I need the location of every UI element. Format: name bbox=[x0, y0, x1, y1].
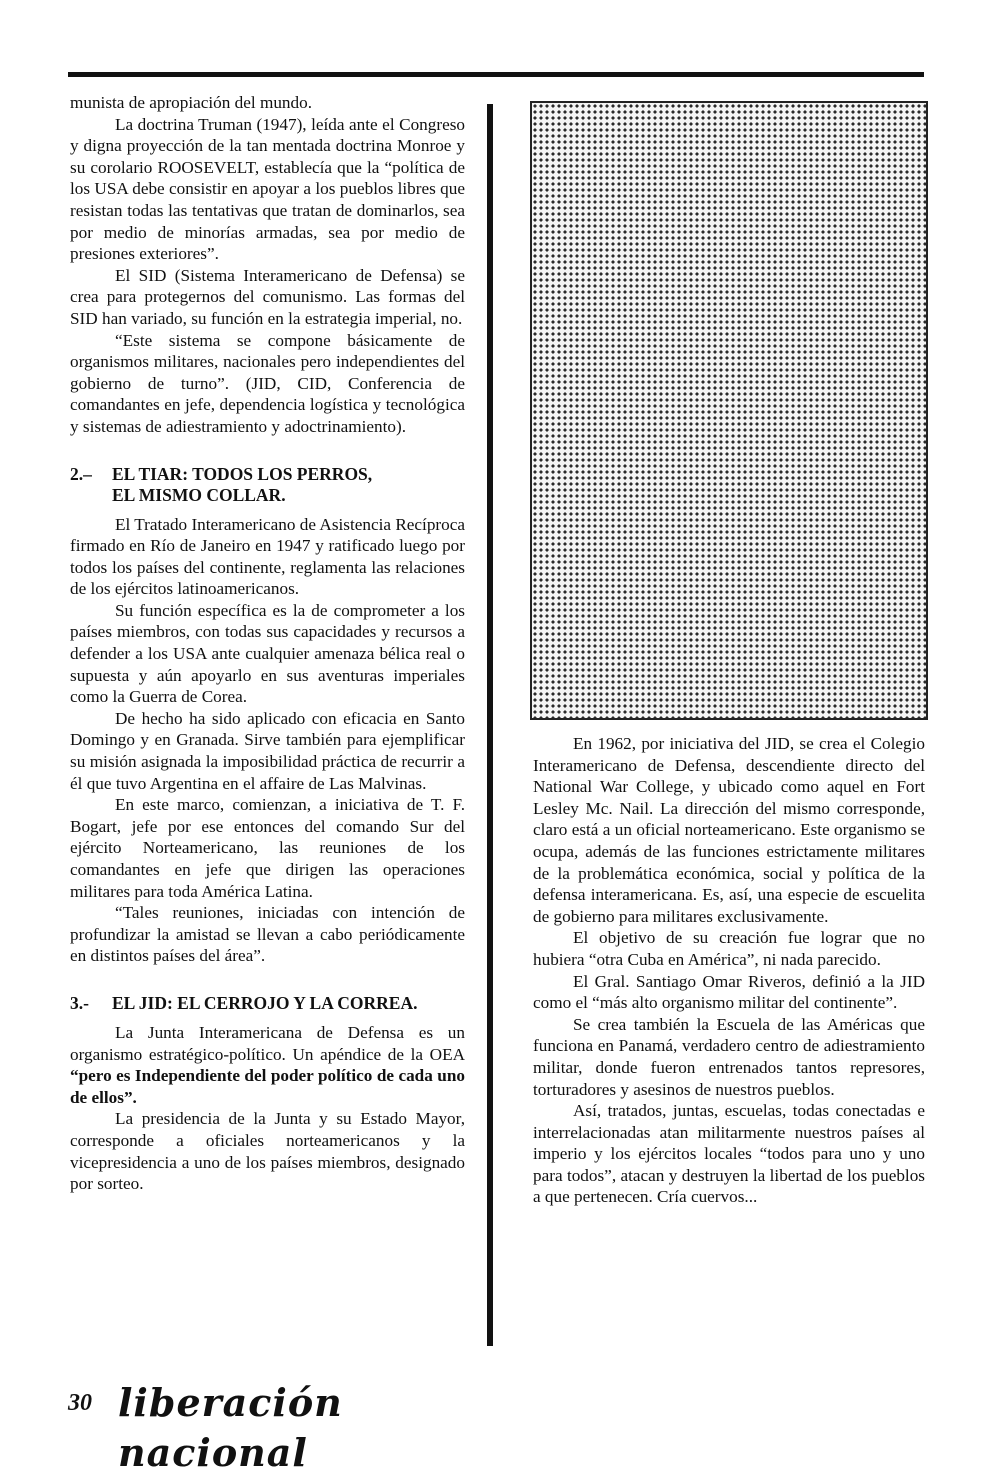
paragraph: Su función específica es la de comprometer a los países miembros, con todas sus capacidades y recursos a defender a los USA ante cualquier amenaza bélica real o supuesta y aún apoyarlo en sus aventuras imperiales como la Guerra de Corea. bbox=[70, 600, 465, 707]
paragraph: En 1962, por iniciativa del JID, se crea el Colegio Interamericano de Defensa, descendiente directo del National War College, y ubicado como aquel en Fort Lesley Mc. Nail. La dirección del mismo corresponde, claro está a un oficial norteamericano. Este organismo se ocupa, además de las funciones estrictamente militares de la problemática económica, social y política de la defensa interamericana. Es, así, una especie de escuelita de gobierno para militares exclusivamente. bbox=[533, 734, 925, 926]
halftone-image bbox=[530, 101, 928, 720]
paragraph: La doctrina Truman (1947), leída ante el Congreso y digna proyección de la tan mentada doctrina Monroe y su corolario ROOSEVELT, establecía que la “política de los USA debe consistir en apoyar a los pueblos libres que resistan todas las tentativas que tratan de dominarlos, sea por medio de minorías armadas, sea por medio de presiones exteriores”. bbox=[70, 114, 465, 264]
paragraph: El Tratado Interamericano de Asistencia Recíproca firmado en Río de Janeiro en 1947 y ratificado luego por todos los países del continente, reglamenta las relaciones de los ejércitos latinoamericanos. bbox=[70, 514, 465, 599]
paragraph: El Gral. Santiago Omar Riveros, definió a la JID como el “más alto organismo militar del continente”. bbox=[533, 971, 925, 1013]
section-title-line: EL TIAR: TODOS LOS PERROS, bbox=[112, 463, 373, 484]
paragraph: El SID (Sistema Interamericano de Defensa) se crea para protegernos del comunismo. Las formas del SID han variado, su función en la estrategia imperial, no. bbox=[70, 265, 465, 328]
section-title-line: EL JID: EL CERROJO Y LA CORREA. bbox=[112, 992, 418, 1013]
top-rule bbox=[68, 72, 924, 77]
magazine-title: liberación nacional bbox=[118, 1380, 343, 1475]
section-number: 2.– bbox=[70, 463, 92, 484]
paragraph: Se crea también la Escuela de las Américas que funciona en Panamá, verdadero centro de adiestramiento militar, donde fueron entrenados tantos represores, torturadores y asesinos de nuestros pueblos. bbox=[533, 1014, 925, 1099]
paragraph: En este marco, comienzan, a iniciativa de T. F. Bogart, jefe por ese entonces del comando Sur del ejército Norteamericano, las reuniones de los comandantes en jefe que dirigen las operaciones militares para toda América Latina. bbox=[70, 795, 465, 901]
section-heading-3 bbox=[70, 993, 465, 1014]
page-number: 30 bbox=[68, 1390, 92, 1416]
paragraph: Así, tratados, juntas, escuelas, todas conectadas e interrelacionadas atan militarmente nuestros países al imperio y los ejércitos locales “todos para uno y uno para todos”, atacan y destruyen la libertad de los pueblos a que pertenecen. Cría cuervos... bbox=[533, 1101, 925, 1207]
page-footer bbox=[68, 1378, 468, 1475]
paragraph: La presidencia de la Junta y su Estado Mayor, corresponde a oficiales norteamericanos y la vicepresidencia a uno de los países miembros, designado por sorteo. bbox=[70, 1109, 465, 1194]
paragraph: “Este sistema se compone básicamente de organismos militares, nacionales pero independientes del gobierno de turno”. (JID, CID, Conferencia de comandantes en jefe, dependencia logística y tecnológica y sistemas de adiestramiento y adoctrinamiento). bbox=[70, 330, 465, 436]
paragraph: El objetivo de su creación fue lograr que no hubiera “otra Cuba en América”, ni nada parecido. bbox=[533, 928, 925, 969]
paragraph: “Tales reuniones, iniciadas con intención de profundizar la amistad se llevan a cabo periódicamente en distintos países del área”. bbox=[70, 903, 465, 966]
emphasized-quote: “pero es Independiente del poder político de cada uno de ellos”. bbox=[70, 1066, 465, 1107]
section-heading-2 bbox=[70, 464, 465, 506]
paragraph-text: La Junta Interamericana de Defensa es un organismo estratégico-político. Un apéndice de la OEA bbox=[70, 1022, 465, 1064]
section-number: 3.- bbox=[70, 992, 89, 1013]
paragraph: De hecho ha sido aplicado con eficacia en Santo Domingo y en Granada. Sirve también para ejemplificar su misión asignada la imposibilidad práctica de recurrir a él que tuvo Argentina en el affaire de Las Malvinas. bbox=[70, 708, 465, 793]
paragraph bbox=[70, 1022, 465, 1108]
column-divider bbox=[487, 104, 493, 1346]
right-column bbox=[533, 733, 925, 1208]
section-title-line: EL MISMO COLLAR. bbox=[112, 484, 286, 505]
left-column bbox=[70, 92, 465, 1195]
paragraph: munista de apropiación del mundo. bbox=[70, 93, 313, 112]
